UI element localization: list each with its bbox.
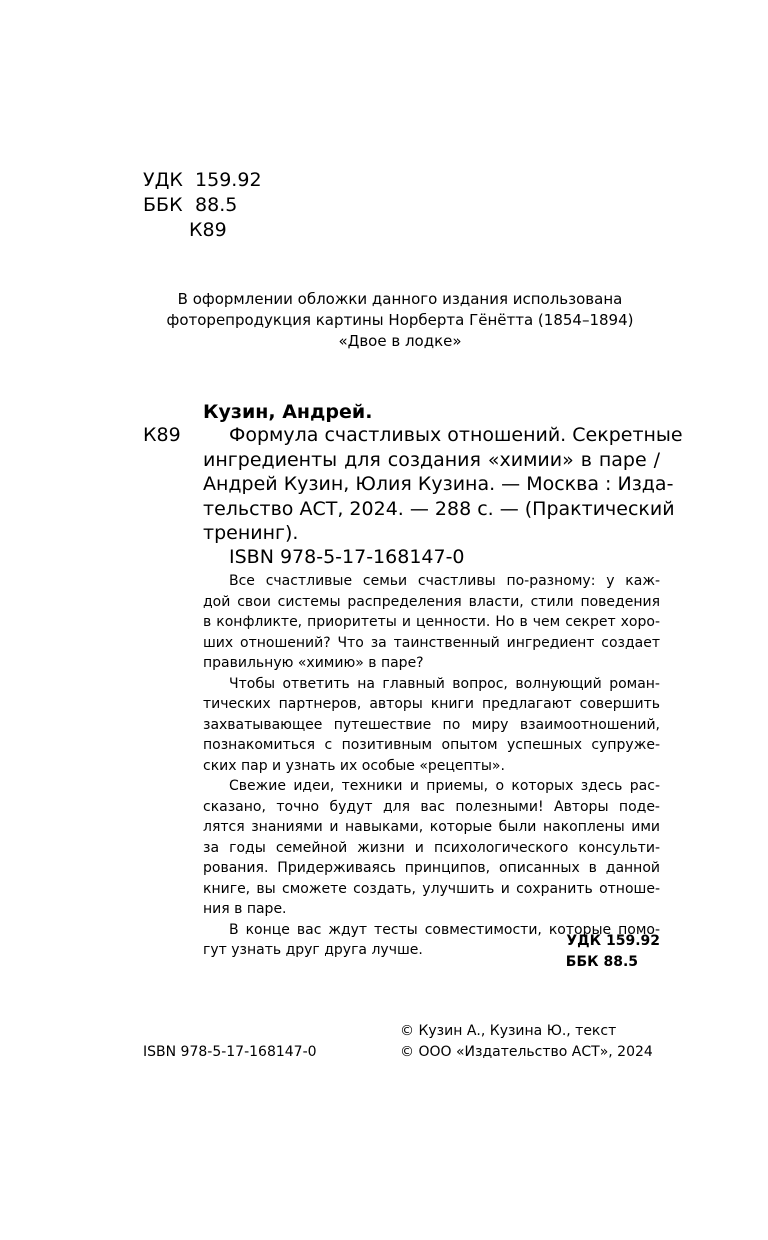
annotation-line: сказано, точно будут для вас полезными! Авторы поде- bbox=[203, 798, 660, 815]
annotation-line: книге, вы сможете создать, улучшить и сохранить отноше- bbox=[203, 880, 660, 897]
biblio-line: ингредиенты для создания «химии» в паре / bbox=[203, 448, 660, 471]
bbk-value: 88.5 bbox=[195, 194, 238, 216]
annotation-line: за годы семейной жизни и психологического консульти- bbox=[203, 839, 660, 856]
annotation-line: ших отношений? Что за таинственный ингредиент создает bbox=[203, 634, 660, 651]
copyright-text: © Кузин А., Кузина Ю., текст bbox=[400, 1023, 617, 1039]
biblio-line: тренинг). bbox=[203, 522, 299, 544]
annotation-line: дой свои системы распределения власти, стили поведения bbox=[203, 593, 660, 610]
cover-note bbox=[130, 289, 670, 352]
isbn-footer: ISBN 978-5-17-168147-0 bbox=[143, 1044, 317, 1060]
isbn-main: ISBN 978-5-17-168147-0 bbox=[229, 546, 465, 568]
udk-code-top bbox=[143, 168, 262, 192]
annotation-line: гут узнать друг друга лучше. bbox=[203, 942, 423, 958]
biblio-line: тельство АСТ, 2024. — 288 с. — (Практический bbox=[203, 497, 675, 520]
annotation-line: Чтобы ответить на главный вопрос, волнующий роман- bbox=[229, 675, 660, 692]
cover-note-line: фоторепродукция картины Норберта Гёнётта (1854–1894) bbox=[166, 311, 634, 329]
annotation-line: познакомиться с позитивным опытом успешных супруже- bbox=[203, 737, 660, 753]
bbk-code-bottom: ББК 88.5 bbox=[565, 954, 638, 970]
annotation-line: В конце вас ждут тесты совместимости, которые помо- bbox=[229, 921, 660, 938]
annotation-line: захватывающее путешествие по миру взаимоотношений, bbox=[203, 716, 660, 733]
udk-label: УДК bbox=[143, 169, 183, 191]
annotation-line: рования. Придерживаясь принципов, описанных в данной bbox=[203, 860, 660, 876]
cover-note-line: В оформлении обложки данного издания использована bbox=[177, 290, 623, 308]
annotation-line: Свежие идеи, техники и приемы, о которых здесь рас- bbox=[229, 778, 660, 794]
annotation-line: ния в паре. bbox=[203, 901, 287, 917]
annotation-line: в конфликте, приоритеты и ценности. Но в чем секрет хоро- bbox=[203, 614, 660, 630]
cover-note-line: «Двое в лодке» bbox=[338, 332, 462, 350]
biblio-line: Андрей Кузин, Юлия Кузина. — Москва : Изда- bbox=[203, 473, 674, 495]
bibliographic-description bbox=[203, 423, 683, 546]
bbk-code-top bbox=[143, 193, 237, 217]
annotation-line: ских пар и узнать их особые «рецепты». bbox=[203, 757, 505, 774]
copyright-publisher: © ООО «Издательство АСТ», 2024 bbox=[400, 1044, 653, 1060]
udk-code-bottom: УДК 159.92 bbox=[566, 933, 660, 949]
annotation bbox=[203, 571, 660, 961]
udk-value: 159.92 bbox=[195, 169, 262, 191]
biblio-line: Формула счастливых отношений. Секретные bbox=[229, 424, 683, 446]
annotation-line: тических партнеров, авторы книги предлагают совершить bbox=[203, 696, 660, 712]
annotation-line: правильную «химию» в паре? bbox=[203, 655, 424, 671]
annotation-line: лятся знаниями и навыками, которые были накоплены ими bbox=[203, 819, 660, 835]
author-mark: К89 bbox=[143, 424, 181, 446]
author-heading: Кузин, Андрей. bbox=[203, 401, 373, 423]
author-mark-top: К89 bbox=[189, 219, 227, 241]
annotation-line: Все счастливые семьи счастливы по-разному: у каж- bbox=[229, 573, 660, 589]
bbk-label: ББК bbox=[143, 194, 183, 216]
